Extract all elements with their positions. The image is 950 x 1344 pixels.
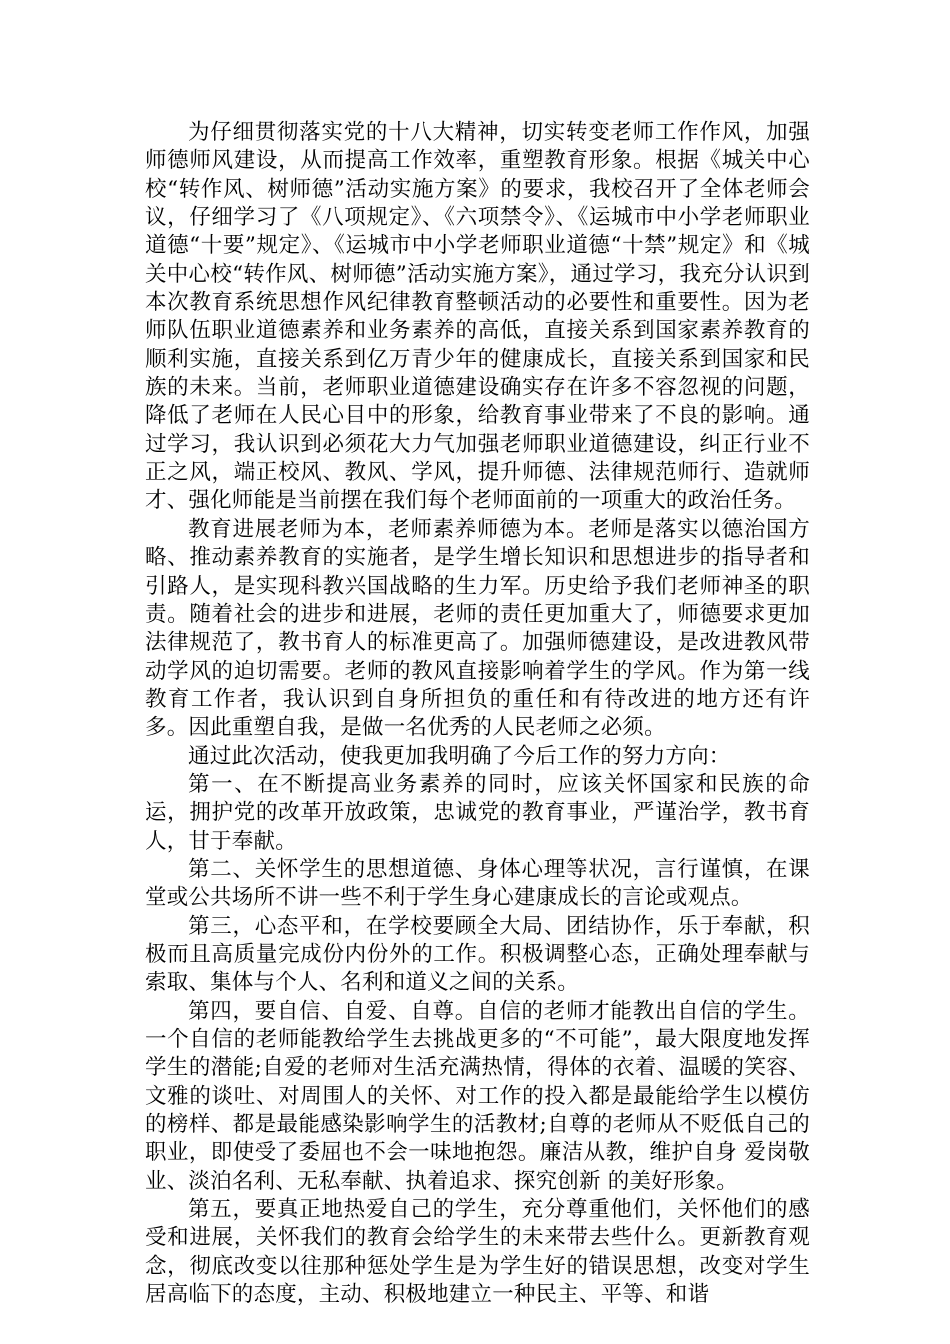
paragraph-2: 教育进展老师为本，老师素养师德为本。老师是落实以德治国方略、推动素养教育的实施者，是学生增长知识和思想进步的指导者和引路人，是实现科教兴国战略的生力军。历史给予我们老师神圣的职责。随着社会的进步和进展，老师的责任更加重大了，师德要求更加法律规范了，教书育人的标准更高了。加强师德建设，是改进教风带动学风的迫切需要。老师的教风直接影响着学生的学风。作为第一线教育工作者，我认识到自身所担负的重任和有待改进的地方还有许多。因此重塑自我，是做一名优秀的人民老师之必须。 bbox=[145, 516, 810, 741]
paragraph-3: 通过此次活动，使我更加我明确了今后工作的努力方向： bbox=[188, 743, 731, 769]
paragraph-1: 为仔细贯彻落实党的十八大精神，切实转变老师工作作风，加强师德师风建设，从而提高工作效率，重塑教育形象。根据《城关中心校“转作风、树师德”活动实施方案》的要求，我校召开了全体老师会议，仔细学习了《八项规定》、《六项禁令》、《运城市中小学老师职业道德“十要”规定》、《运城市中小学老师职业道德“十禁”规定》和《城关中心校“转作风、树师德”活动实施方案》，通过学习，我充分认识到本次教育系统思想作风纪律教育整顿活动的必要性和重要性。因为老师队伍职业道德素养和业务素养的高低，直接关系到国家素养教育的顺利实施，直接关系到亿万青少年的健康成长，直接关系到国家和民族的未来。当前，老师职业道德建设确实存在许多不容忽视的问题，降低了老师在人民心目中的形象，给教育事业带来了不良的影响。通过学习，我认识到必须花大力气加强老师职业道德建设，纠正行业不正之风，端正校风、教风、学风，提升师德、法律规范师行、造就师才、强化师能是当前摆在我们每个老师面前的一项重大的政治任务。 bbox=[145, 120, 810, 514]
paragraph-6: 第三，心态平和，在学校要顾全大局、团结协作，乐于奉献，积极而且高质量完成份内份外的工作。积极调整心态，正确处理奉献与索取、集体与个人、名利和道义之间的关系。 bbox=[145, 913, 810, 996]
paragraph-4: 第一、在不断提高业务素养的同时，应该关怀国家和民族的命运，拥护党的改革开放政策，忠诚党的教育事业，严谨治学，教书育人，甘于奉献。 bbox=[145, 771, 810, 854]
document-body bbox=[145, 119, 810, 1309]
paragraph-7: 第四，要自信、自爱、自尊。自信的老师才能教出自信的学生。一个自信的老师能教给学生去挑战更多的“不可能”，最大限度地发挥学生的潜能;自爱的老师对生活充满热情，得体的衣着、温暖的笑容、文雅的谈吐、对周围人的关怀、对工作的投入都是最能给学生以模仿的榜样、都是最能感染影响学生的活教材;自尊的老师从不贬低自己的职业，即使受了委屈也不会一味地抱怨。廉洁从教，维护自身 爱岗敬业、淡泊名利、无私奉献、执着追求、探究创新 的美好形象。 bbox=[145, 998, 810, 1194]
paragraph-5: 第二、关怀学生的思想道德、身体心理等状况，言行谨慎，在课堂或公共场所不讲一些不利于学生身心建康成长的言论或观点。 bbox=[145, 856, 810, 911]
paragraph-8: 第五，要真正地热爱自己的学生，充分尊重他们，关怀他们的感受和进展，关怀我们的教育会给学生的未来带去些什么。更新教育观念，彻底改变以往那种惩处学生是为学生好的错误思想，改变对学生居高临下的态度，主动、积极地建立一种民主、平等、和谐 bbox=[145, 1197, 810, 1308]
